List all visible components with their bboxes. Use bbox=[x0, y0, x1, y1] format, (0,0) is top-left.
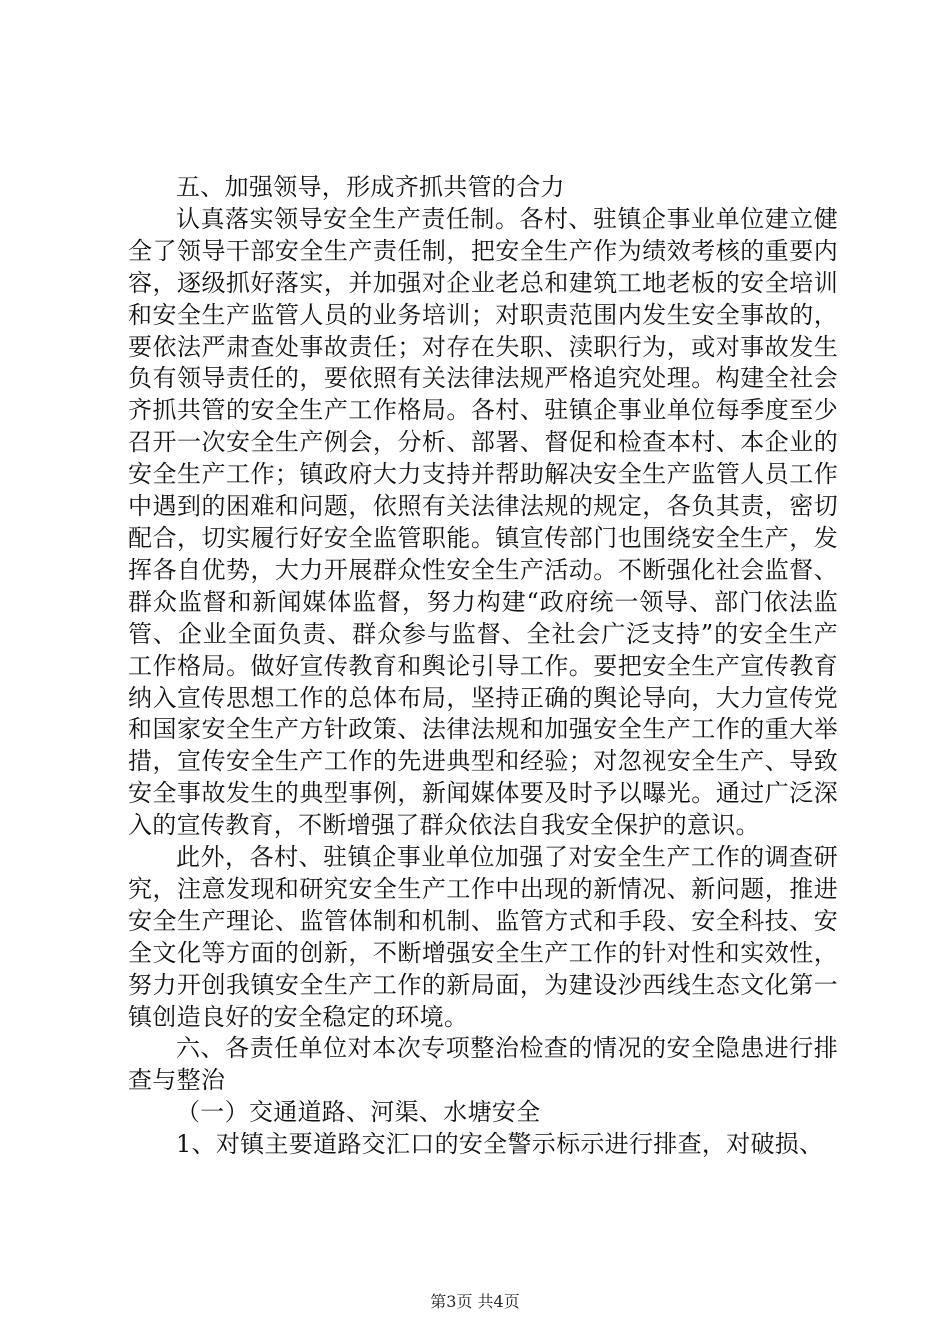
section-heading-five: 五、加强领导，形成齐抓共管的合力 bbox=[176, 173, 565, 201]
section-heading-six: 六、各责任单位对本次专项整治检查的情况的安全隐患进行排查与整治 bbox=[128, 1034, 838, 1095]
paragraph-item-one: 1、对镇主要道路交汇口的安全警示标示进行排查，对破损、 bbox=[176, 1130, 824, 1159]
paragraph-leadership-responsibility: 认真落实领导安全生产责任制。各村、驻镇企事业单位建立健全了领导干部安全生产责任制，把安全生产作为绩效考核的重要内容，逐级抓好落实，并加强对企业老总和建筑工地老板的安全培训和安全生产监管人员的业务培训；对职责范围内发生安全事故的，要依法严肃查处事故责任；对存在失职、渎职行为，或对事故发生负有领导责任的，要依照有关法律法规严格追究处理。构建全社会齐抓共管的安全生产工作格局。各村、驻镇企事业单位每季度至少召开一次安全生产例会，分析、部署、督促和检查本村、本企业的安全生产工作；镇政府大力支持并帮助解决安全生产监管人员工作中遇到的困难和问题，依照有关法律法规的规定，各负其责，密切配合，切实履行好安全监管职能。镇宣传部门也围绕安全生产，发挥各自优势，大力开展群众性安全生产活动。不断强化社会监督、群众监督和新闻媒体监督，努力构建“政府统一领导、部门依法监管、企业全面负责、群众参与监督、全社会广泛支持”的安全生产工作格局。做好宣传教育和舆论引导工作。要把安全生产宣传教育纳入宣传思想工作的总体布局，坚持正确的舆论导向，大力宣传党和国家安全生产方针政策、法律法规和加强安全生产工作的重大举措，宣传安全生产工作的先进典型和经验；对忽视安全生产、导致安全事故发生的典型事例，新闻媒体要及时予以曝光。通过广泛深入的宣传教育，不断增强了群众依法自我安全保护的意识。 bbox=[128, 204, 838, 840]
page-footer: 第3页 共4页 bbox=[430, 1292, 520, 1311]
paragraph-research-innovation: 此外，各村、驻镇企事业单位加强了对安全生产工作的调查研究，注意发现和研究安全生产工作中出现的新情况、新问题，推进安全生产理论、监管体制和机制、监管方式和手段、安全科技、安全文化等方面的创新，不断增强安全生产工作的针对性和实效性，努力开创我镇安全生产工作的新局面，为建设沙西线生态文化第一镇创造良好的安全稳定的环境。 bbox=[128, 843, 838, 1031]
subsection-heading-traffic: （一）交通道路、河渠、水塘安全 bbox=[176, 1098, 541, 1127]
document-body bbox=[128, 172, 838, 1161]
